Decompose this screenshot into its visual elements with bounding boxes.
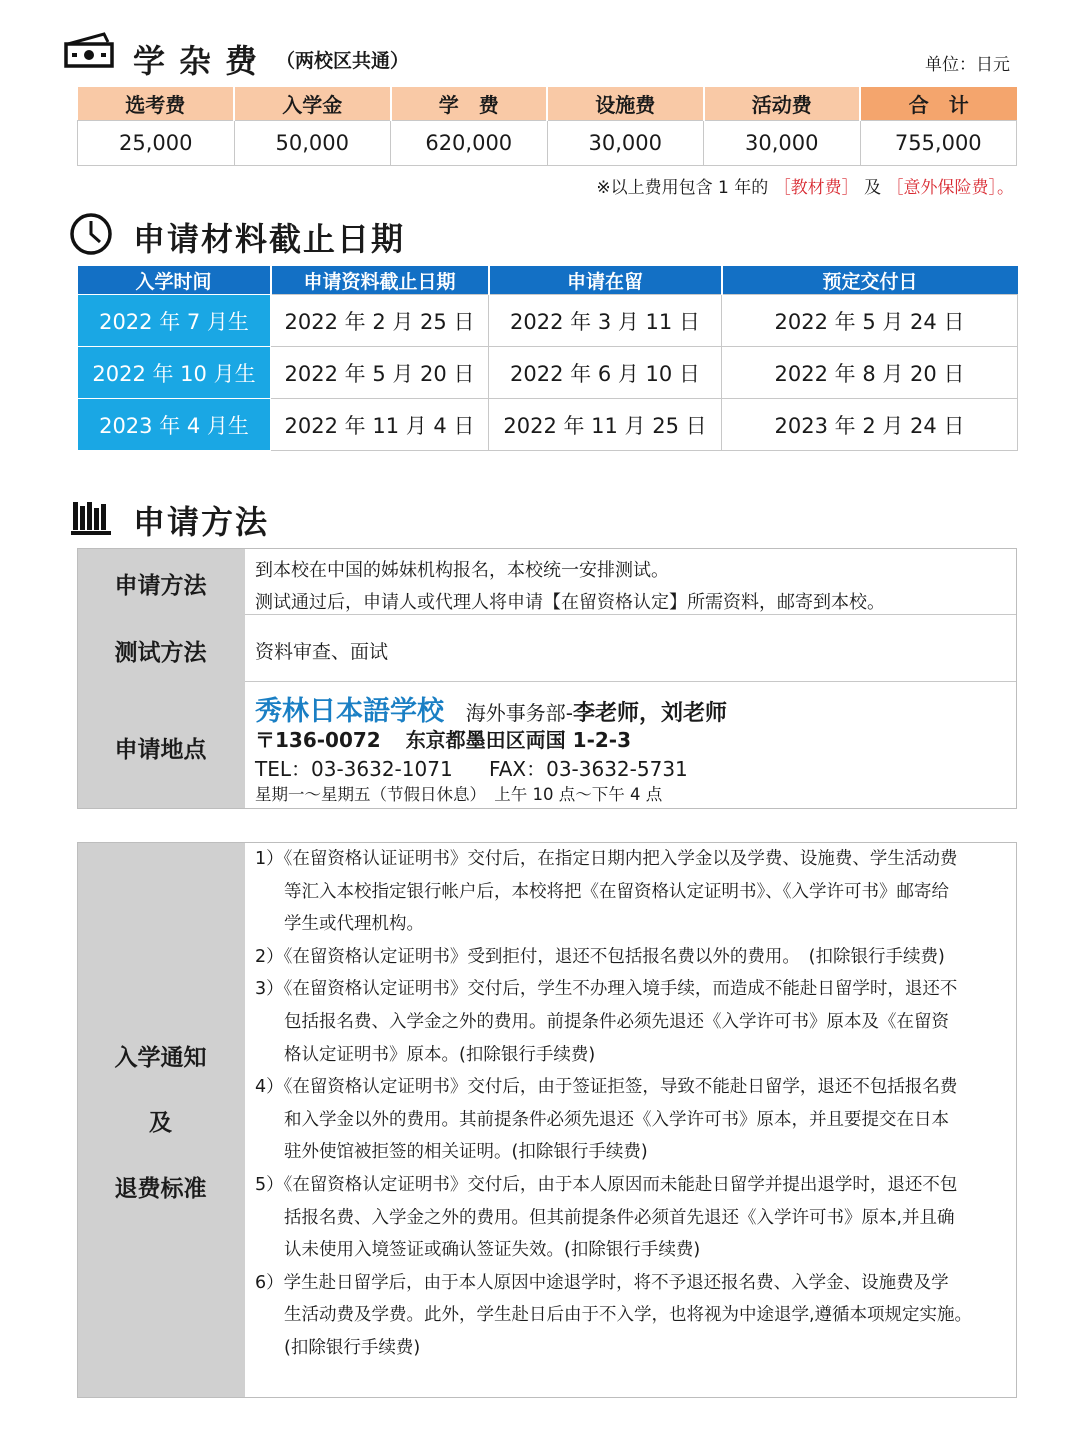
- refund-rule-4: [255, 1071, 1015, 1169]
- refund-rule-1: [255, 843, 1015, 941]
- fee-value: 25,000: [78, 121, 235, 166]
- address-line: [255, 724, 631, 753]
- intake-cell: 2022 年 10 月生: [78, 347, 271, 399]
- rule-line: 学生或代理机构。: [284, 914, 424, 935]
- deadline-table: [77, 266, 1018, 451]
- deadline-cell: 2022 年 11 月 4 日: [271, 399, 489, 451]
- rule-line: 6）学生赴日留学后，由于本人原因中途退学时，将不予退还报名费、入学金、设施费及学: [255, 1272, 949, 1293]
- school-contact: [255, 689, 727, 728]
- rule-line: 4）《在留资格认定证明书》交付后，由于签证拒签，导致不能赴日留学，退还不包括报名费: [255, 1077, 958, 1098]
- fee-value: 620,000: [391, 121, 548, 166]
- office-hours: 星期一～星期五（节假日休息） 上午 10 点～下午 4 点: [255, 785, 663, 804]
- rule-line: 格认定证明书》原本。(扣除银行手续费): [284, 1044, 596, 1065]
- fees-subtitle: （两校区共通）: [276, 50, 410, 72]
- deadline-cell: 2022 年 5 月 20 日: [271, 347, 489, 399]
- rule-line: 生活动费及学费。此外，学生赴日后由于不入学，也将视为中途退学,遵循本项规定实施。: [284, 1305, 973, 1326]
- deadline-cell: 2022 年 5 月 24 日: [722, 295, 1018, 347]
- fee-header-total: 合 计: [860, 87, 1017, 121]
- deadline-cell: 2022 年 2 月 25 日: [271, 295, 489, 347]
- test-method-label: 测试方法: [114, 640, 207, 666]
- refund-rule-6: [255, 1267, 1015, 1365]
- deadline-cell: 2022 年 3 月 11 日: [489, 295, 722, 347]
- intake-cell: 2023 年 4 月生: [78, 399, 271, 451]
- apply-place-label: 申请地点: [114, 737, 207, 763]
- fee-note-insurance: ［意外保险费］。: [886, 178, 1014, 198]
- fee-note: [596, 173, 1014, 198]
- deadline-row: [78, 295, 1018, 347]
- divider: [245, 614, 1016, 615]
- fee-header: 选考费: [78, 87, 235, 121]
- fee-note-prefix: ※以上费用包含 1 年的: [596, 178, 769, 198]
- money-icon: [64, 30, 114, 70]
- rule-line: 2）《在留资格认定证明书》受到拒付，退还不包括报名费以外的费用。 (扣除银行手续费): [255, 946, 945, 967]
- postal-code: 〒136-0072: [255, 728, 381, 752]
- deadline-header: 预定交付日: [722, 266, 1018, 295]
- fee-value-row: [78, 121, 1017, 166]
- method-title: 申请方法: [133, 503, 270, 541]
- rule-line: 1）《在留资格认证证明书》交付后，在指定日期内把入学金以及学费、设施费、学生活动费: [255, 849, 958, 869]
- rule-line: 包括报名费、入学金之外的费用。前提条件必须先退还《入学许可书》原本及《在留资: [284, 1011, 949, 1032]
- clock-icon: [69, 212, 113, 256]
- rule-line: 括报名费、入学金之外的费用。但其前提条件必须首先退还《入学许可书》原本,并且确: [284, 1207, 955, 1228]
- deadline-row: [78, 347, 1018, 399]
- apply-method-label: 申请方法: [114, 573, 207, 599]
- tel: TEL：03-3632-1071: [255, 757, 453, 781]
- deadline-cell: 2022 年 11 月 25 日: [489, 399, 722, 451]
- fee-value: 30,000: [704, 121, 861, 166]
- address: 东京都墨田区両国 1-2-3: [405, 728, 631, 752]
- intake-cell: 2022 年 7 月生: [78, 295, 271, 347]
- rule-line: 和入学金以外的费用。其前提条件必须先退还《入学许可书》原本，并且要提交在日本: [284, 1109, 949, 1130]
- rule-line: (扣除银行手续费): [284, 1337, 421, 1358]
- rule-line: 认未使用入境签证或确认签证失效。(扣除银行手续费): [284, 1240, 701, 1261]
- office-dept: 海外事务部-: [465, 701, 573, 725]
- refund-rules: [255, 843, 1015, 1365]
- deadline-header: 申请资料截止日期: [271, 266, 489, 295]
- refund-label-and: 及: [149, 1110, 172, 1136]
- refund-rule-3: [255, 973, 1015, 1071]
- fee-table: [77, 87, 1017, 166]
- deadline-cell: 2023 年 2 月 24 日: [722, 399, 1018, 451]
- refund-rule-5: [255, 1169, 1015, 1267]
- rule-line: 3）《在留资格认定证明书》交付后，学生不办理入境手续，而造成不能赴日留学时，退还不: [255, 979, 958, 1000]
- fee-header: 入学金: [234, 87, 391, 121]
- refund-rule-2: [255, 941, 1015, 974]
- fee-header: 设施费: [547, 87, 704, 121]
- rule-line: 5）《在留资格认定证明书》交付后，由于本人原因而未能赴日留学并提出退学时，退还不包: [255, 1174, 958, 1195]
- rule-line: 驻外使馆被拒签的相关证明。(扣除银行手续费): [284, 1142, 648, 1163]
- fees-title: 学杂费: [133, 42, 272, 80]
- deadline-header: 申请在留: [489, 266, 722, 295]
- fee-header: 活动费: [704, 87, 861, 121]
- deadline-cell: 2022 年 6 月 10 日: [489, 347, 722, 399]
- deadlines-title: 申请材料截止日期: [133, 220, 406, 258]
- apply-method-line2: 测试通过后，申请人或代理人将申请【在留资格认定】所需资料，邮寄到本校。: [255, 592, 885, 613]
- refund-label-admission: 入学通知: [114, 1045, 207, 1071]
- books-icon: [71, 496, 111, 536]
- teachers: 李老师，刘老师: [572, 701, 727, 726]
- fee-header-row: [78, 87, 1017, 121]
- fee-header: 学 费: [391, 87, 548, 121]
- school-name: 秀林日本語学校: [255, 696, 444, 727]
- fee-note-and: 及: [864, 178, 882, 198]
- divider: [245, 681, 1016, 682]
- refund-label-refund: 退费标准: [114, 1176, 207, 1202]
- test-method-text: 资料审查、面试: [255, 641, 389, 663]
- deadline-cell: 2022 年 8 月 20 日: [722, 347, 1018, 399]
- deadline-header: 入学时间: [78, 266, 271, 295]
- currency-unit: 单位：日元: [925, 55, 1010, 75]
- deadline-row: [78, 399, 1018, 451]
- deadline-header-row: [78, 266, 1018, 295]
- fax: FAX：03-3632-5731: [489, 757, 688, 781]
- fee-value: 30,000: [547, 121, 704, 166]
- rule-line: 等汇入本校指定银行帐户后，本校将把《在留资格认定证明书》、《入学许可书》邮寄给: [284, 881, 949, 902]
- phone-line: [255, 753, 688, 782]
- apply-method-line1: 到本校在中国的姊妹机构报名，本校统一安排测试。: [255, 560, 669, 581]
- fee-value: 50,000: [234, 121, 391, 166]
- fee-note-textbook: ［教材费］: [773, 178, 859, 198]
- fee-value-total: 755,000: [860, 121, 1017, 166]
